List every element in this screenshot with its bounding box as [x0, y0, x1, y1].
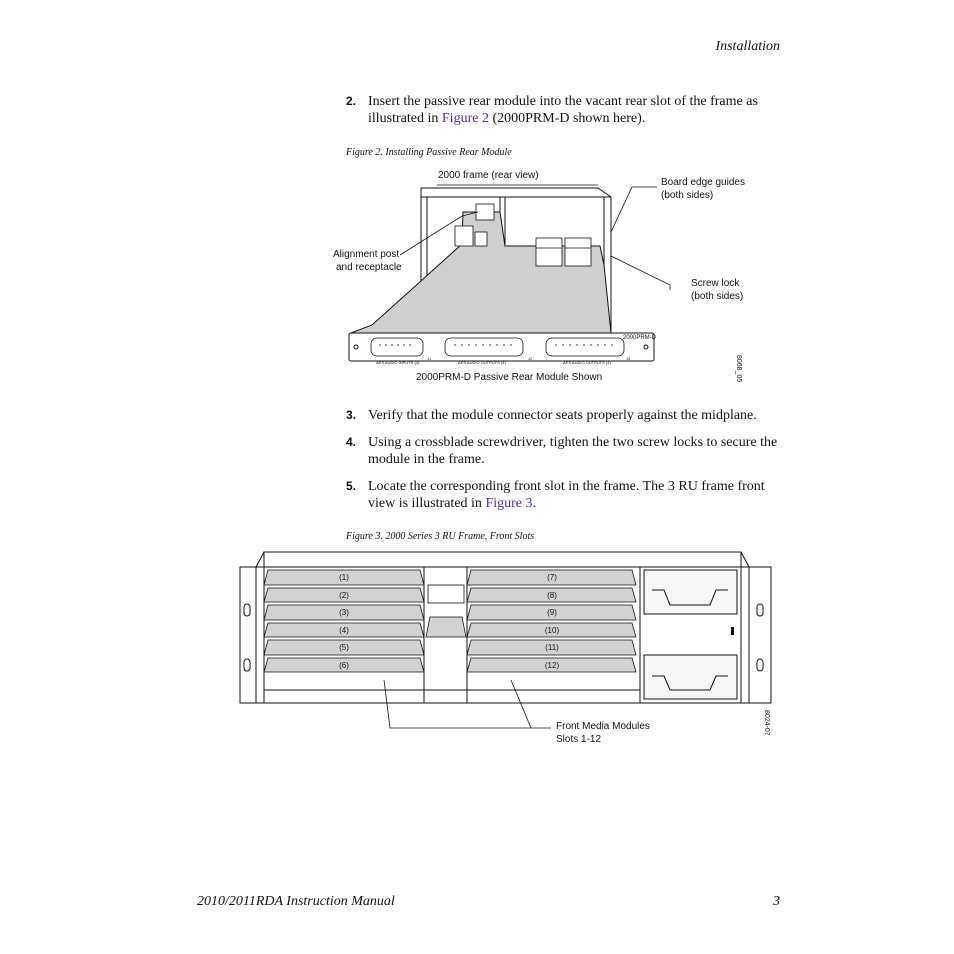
- slot-3-label: (3): [339, 608, 349, 617]
- frame-label: 2000 frame (rear view): [438, 170, 539, 181]
- figure-3-link[interactable]: Figure 3: [485, 496, 533, 511]
- footer-title: 2010/2011RDA Instruction Manual: [197, 894, 395, 909]
- screw-label-2: (both sides): [691, 291, 744, 302]
- figure-2-caption: Figure 2. Installing Passive Rear Module: [346, 147, 512, 158]
- alignment-label-2: and receptacle: [336, 262, 402, 273]
- figure-3-id: 8024-07: [763, 710, 770, 736]
- jack-2-label: J2: [528, 356, 533, 361]
- front-modules-label-2: Slots 1-12: [556, 734, 602, 745]
- slot-4-label: (4): [339, 626, 349, 635]
- running-header: Installation: [715, 39, 780, 54]
- figure-2-link[interactable]: Figure 2: [441, 111, 489, 126]
- step-number: 4.: [346, 435, 357, 449]
- module-shown-label: 2000PRM-D Passive Rear Module Shown: [416, 372, 603, 383]
- step-text-end: .: [532, 496, 536, 511]
- slot-9-label: (9): [547, 608, 557, 617]
- jack-1-label: J3: [626, 356, 631, 361]
- connector-1-label: AES AUDIO INPUTS (4): [376, 360, 420, 365]
- step-text: Locate the corresponding front slot in the frame. The 3 RU frame front view is illustrated in: [368, 479, 765, 511]
- jack-3-label: J1: [427, 356, 432, 361]
- slot-1-label: (1): [339, 573, 349, 582]
- slot-5-label: (5): [339, 643, 349, 652]
- slot-10-label: (10): [544, 626, 560, 635]
- slot-11-label: (11): [545, 643, 559, 652]
- step-text: Using a crossblade screwdriver, tighten the two screw locks to secure the module in the frame.: [368, 435, 778, 467]
- guides-label-2: (both sides): [661, 190, 714, 201]
- module-name-label: 2000PRM-D: [623, 335, 657, 341]
- connector-3-label: AES AUDIO OUTPUTS (4): [563, 360, 611, 365]
- step-text: Insert the passive rear module into the vacant rear slot of the frame as illustrated in: [368, 94, 758, 126]
- connector-2-label: AES AUDIO OUTPUTS (4): [458, 360, 506, 365]
- front-modules-label-1: Front Media Modules: [556, 721, 650, 732]
- page-number: 3: [773, 894, 780, 909]
- step-number: 3.: [346, 408, 357, 422]
- figure-3-caption: Figure 3. 2000 Series 3 RU Frame, Front Slots: [346, 531, 535, 542]
- step-number: 2.: [346, 94, 357, 108]
- step-number: 5.: [346, 479, 357, 493]
- slot-12-label: (12): [544, 661, 560, 670]
- slot-7-label: (7): [547, 573, 557, 582]
- slot-6-label: (6): [339, 661, 349, 670]
- step-text: Verify that the module connector seats properly against the midplane.: [368, 408, 757, 423]
- slot-8-label: (8): [547, 591, 557, 600]
- step-text-end: (2000PRM-D shown here).: [488, 111, 646, 126]
- figure-2-id: 8068_05: [735, 355, 742, 383]
- screw-label-1: Screw lock: [691, 278, 740, 289]
- slot-2-label: (2): [339, 591, 349, 600]
- alignment-label-1: Alignment post: [333, 249, 400, 260]
- guides-label-1: Board edge guides: [661, 177, 745, 188]
